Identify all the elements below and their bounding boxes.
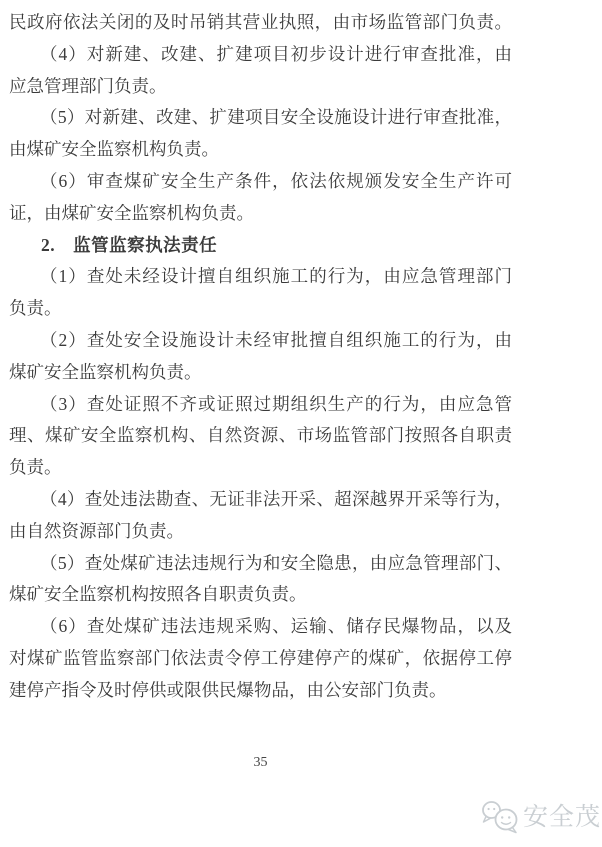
text-line: （3）查处证照不齐或证照过期组织生产的行为，由应急管 <box>40 393 512 414</box>
text-line: 对煤矿监管监察部门依法责令停工停建停产的煤矿，依据停工停 <box>9 647 512 668</box>
text-line: 由煤矿安全监察机构负责。 <box>9 139 219 160</box>
text-line: 证，由煤矿安全监察机构负责。 <box>9 202 254 223</box>
text-line: 由自然资源部门负责。 <box>9 520 184 541</box>
text-line: 负责。 <box>9 457 62 478</box>
text-line: （6）审查煤矿安全生产条件，依法依规颁发安全生产许可 <box>40 170 512 191</box>
page-number: 35 <box>253 755 268 770</box>
text-line: 负责。 <box>9 298 62 319</box>
document-body <box>9 7 512 707</box>
text-line: （2）查处安全设施设计未经审批擅自组织施工的行为，由 <box>40 329 512 350</box>
text-line: 应急管理部门负责。 <box>9 75 167 96</box>
text-line: （4）对新建、改建、扩建项目初步设计进行审查批准，由 <box>40 43 512 64</box>
text-line: 煤矿安全监察机构负责。 <box>9 361 202 382</box>
watermark-label: 安全茂 <box>523 803 602 831</box>
wechat-logo-icon <box>480 799 520 835</box>
watermark <box>480 799 601 835</box>
text-line: （5）对新建、改建、扩建项目安全设施设计进行审查批准， <box>40 107 512 128</box>
text-line: 煤矿安全监察机构按照各自职责负责。 <box>9 584 307 605</box>
text-line: 理、煤矿安全监察机构、自然资源、市场监管部门按照各自职责 <box>9 425 512 446</box>
text-line: （1）查处未经设计擅自组织施工的行为，由应急管理部门 <box>40 266 512 287</box>
text-line: （5）查处煤矿违法违规行为和安全隐患，由应急管理部门、 <box>40 552 512 573</box>
text-line: （4）查处违法勘查、无证非法开采、超深越界开采等行为， <box>40 488 512 509</box>
text-line: 建停产指令及时停供或限供民爆物品，由公安部门负责。 <box>9 679 447 700</box>
section-heading: 2. 监管监察执法责任 <box>41 234 218 255</box>
text-line: （6）查处煤矿违法违规采购、运输、储存民爆物品，以及 <box>40 616 512 637</box>
text-line: 民政府依法关闭的及时吊销其营业执照，由市场监管部门负责。 <box>9 12 512 32</box>
